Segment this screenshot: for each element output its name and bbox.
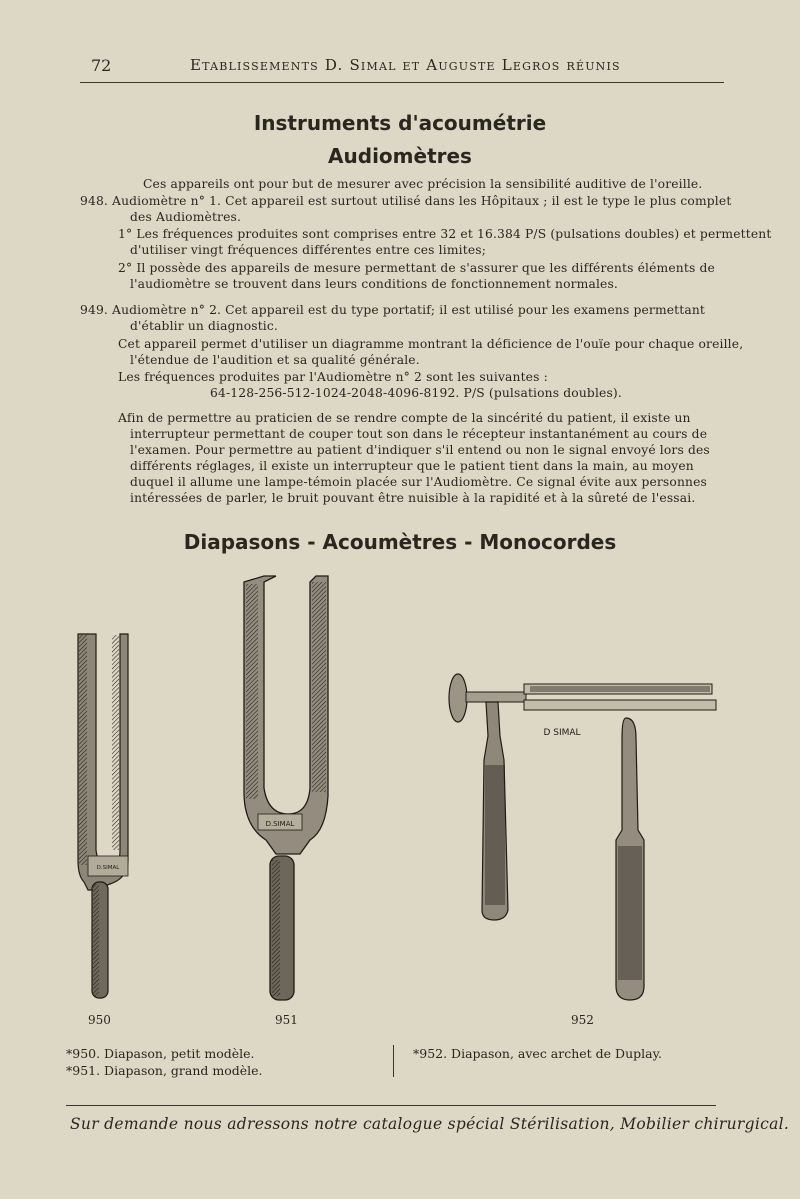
item-949-p2-line1: Cet appareil permet d'utiliser un diagramme montrant la déficience de l'ouïe pour chaque oreille, <box>118 337 744 351</box>
intro-paragraph: Ces appareils ont pour but de mesurer avec précision la sensibilité auditive de l'oreille. <box>143 177 703 191</box>
item-949-p4-line4: différents réglages, il existe un interrupteur que le patient tient dans la main, au moyen <box>130 459 694 473</box>
item-949-line1: 949. Audiomètre n° 2. Cet appareil est du type portatif; il est utilisé pour les examens permettant <box>80 303 706 317</box>
fork-950-engraving: D.SIMAL <box>96 865 120 871</box>
item-948-point2-line1: 2° Il possède des appareils de mesure permettant de s'assurer que les différents éléments de <box>118 261 715 275</box>
item-949-p4-line6: intéressées de parler, le bruit pouvant être nuisible à la rapidité et à la sûreté de l'essai. <box>130 491 696 505</box>
running-header: Etablissements D. Simal et Auguste Legros réunis <box>190 56 621 74</box>
page-number: 72 <box>91 56 112 75</box>
item-948-line1: 948. Audiomètre n° 1. Cet appareil est surtout utilisé dans les Hôpitaux ; il est le type le plus complet <box>80 194 732 208</box>
item-949-p2-line2: l'étendue de l'audition et sa qualité générale. <box>130 353 420 367</box>
item-949-p4-line1: Afin de permettre au praticien de se rendre compte de la sincérité du patient, il existe un <box>118 411 691 425</box>
section-subtitle: Audiomètres <box>328 144 472 168</box>
fork-952-engraving: D SIMAL <box>543 728 581 738</box>
caption-divider <box>393 1045 394 1077</box>
diapasons-section-title: Diapasons - Acoumètres - Monocordes <box>183 530 617 554</box>
caption-951: *951. Diapason, grand modèle. <box>66 1063 263 1078</box>
frequency-list: 64-128-256-512-1024-2048-4096-8192. P/S (pulsations doubles). <box>210 386 622 400</box>
fork-952-drawing <box>449 674 716 1000</box>
item-949-p4-line5: duquel il allume une lampe-témoin placée sur l'Audiomètre. Ce signal évite aux personnes <box>130 475 707 489</box>
item-948-point1-line1: 1° Les fréquences produites sont comprises entre 32 et 16.384 P/S (pulsations doubles) et permettent <box>118 227 772 241</box>
fork-951-drawing <box>244 576 328 1000</box>
figure-label-951: 951 <box>275 1013 298 1027</box>
figure-label-952: 952 <box>571 1013 594 1027</box>
fork-951-engraving: D.SIMAL <box>265 820 295 828</box>
caption-950: *950. Diapason, petit modèle. <box>66 1046 255 1061</box>
item-949-p4-line2: interrupteur permettant de couper tout son dans le récepteur instantanément au cours de <box>130 427 708 441</box>
section-title: Instruments d'acoumétrie <box>253 111 547 135</box>
item-949-p3-line1: Les fréquences produites par l'Audiomètre n° 2 sont les suivantes : <box>118 370 548 384</box>
footer-note: Sur demande nous adressons notre catalogue spécial Stérilisation, Mobilier chirurgical. <box>70 1115 790 1133</box>
item-948-point2-line2: l'audiomètre se trouvent dans leurs conditions de fonctionnement normales. <box>130 277 618 291</box>
item-948-line2: des Audiomètres. <box>130 210 242 224</box>
footer-rule <box>66 1105 716 1106</box>
fork-950-drawing <box>78 634 128 998</box>
caption-952: *952. Diapason, avec archet de Duplay. <box>413 1046 662 1061</box>
item-949-p4-line3: l'examen. Pour permettre au patient d'indiquer s'il entend ou non le signal envoyé lors des <box>130 443 710 457</box>
header-rule <box>80 82 724 83</box>
item-949-line2: d'établir un diagnostic. <box>130 319 278 333</box>
tuning-forks-illustration <box>0 560 800 1010</box>
item-948-point1-line2: d'utiliser vingt fréquences différentes entre ces limites; <box>130 243 487 257</box>
figure-label-950: 950 <box>88 1013 111 1027</box>
